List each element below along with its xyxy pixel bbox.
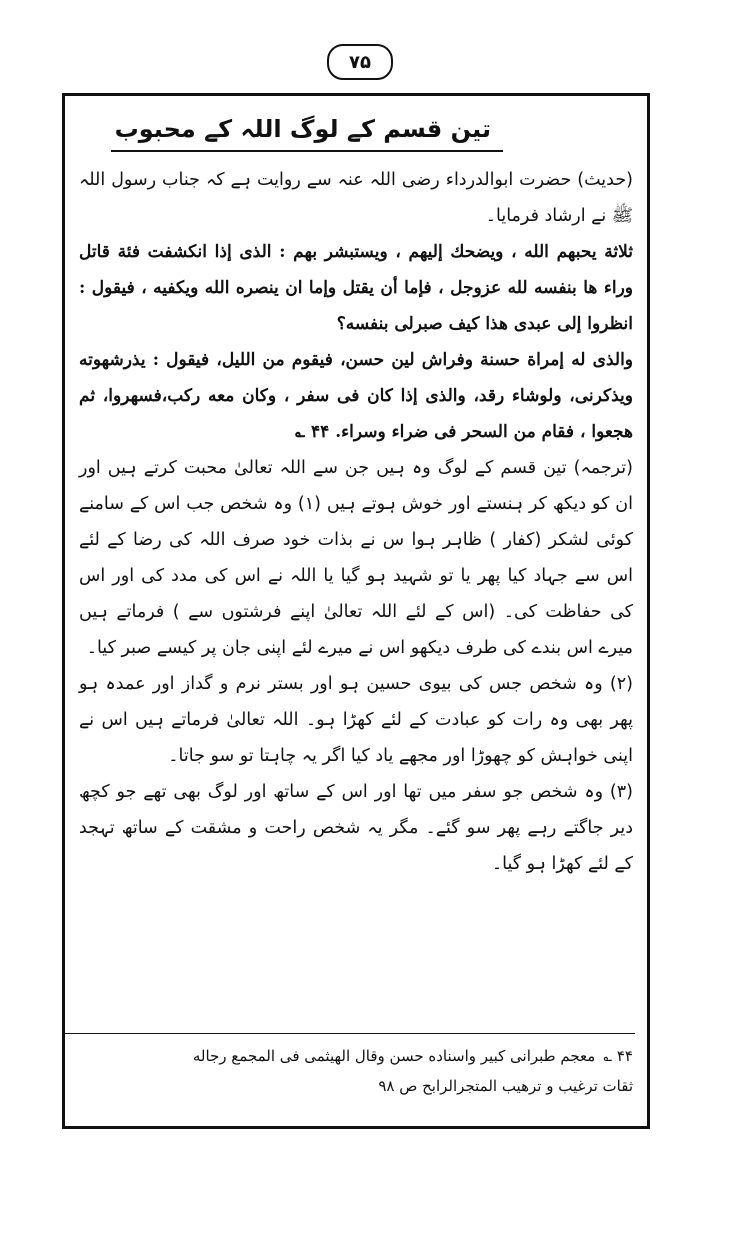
main-text xyxy=(79,114,633,882)
second-person-paragraph: (۲) وہ شخص جس کی بیوی حسین ہو اور بستر نرم و گداز اور عمدہ ہو پھر بھی وہ رات کو عبادت کے لئے کھڑا ہو۔ اللہ تعالیٰ فرماتے ہیں اس نے اپنی خواہش کو چھوڑا اور مجھے یاد کیا اگر یہ چاہتا تو سو جاتا۔ xyxy=(79,674,633,766)
footnote-divider xyxy=(65,1033,635,1034)
page-frame xyxy=(62,93,650,1129)
arabic-text-1: ثلاثة يحبهم الله ، ويضحك إليهم ، ويستبشر بهم : الذى إذا انكشفت فئة قاتل وراء ها بنفسه لله عزوجل ، فإما أن يقتل وإما ان ينصره الله ويكفيه ، فيقول : انظروا إلى عبدى هذا كيف صبرلى بنفسه؟ xyxy=(79,242,633,334)
third-person-paragraph: (۳) وہ شخص جو سفر میں تھا اور اس کے ساتھ اور لوگ بھی تھے جو کچھ دیر جاگتے رہے پھر سو گئے۔ مگر یہ شخص راحت و مشقت کے ساتھ تہجد کے لئے کھڑا ہو گیا۔ xyxy=(79,782,633,874)
footnote-line-2: ثقات ترغیب و ترهیب المتجرالرابح ص ۹۸ xyxy=(378,1077,633,1095)
page-number: ۷۵ xyxy=(327,44,393,80)
footnote-marker: ۴۴ ؎ xyxy=(603,1047,633,1065)
translation-paragraph: (ترجمہ) تین قسم کے لوگ وہ ہیں جن سے اللہ تعالیٰ محبت کرتے ہیں اور ان کو دیکھ کر ہنستے اور خوش ہوتے ہیں (۱) وہ شخص جب اس کے سامنے کوئی لشکر (کفار ) ظاہر ہوا س نے بذات خود صرف اللہ کی رضا کے لئے اس سے جہاد کیا پھر یا تو شہید ہو گیا یا اللہ نے اس کی مدد کی اور اس کی حفاظت کی۔ (اس کے لئے اللہ تعالیٰ اپنے فرشتوں سے ) فرماتے ہیں میرے اس بندے کی طرف دیکھو اس نے میرے لئے اپنی جان پر کیسے صبر کیا۔ xyxy=(79,458,633,658)
arabic-text-2: والذى له إمراة حسنة وفراش لين حسن، فيقوم من الليل، فيقول : يذرشهوته ويذكرنى، ولوشاء رقد، والذى إذا كان فى سفر ، وكان معه ركب،فسهروا، ثم هجعوا ، فقام من السحر فى ضراء وسراء. ۴۴ ؎ xyxy=(79,350,633,442)
footnote-line-1: معجم طبرانی کبیر واسناده حسن وقال الهیثمی فی المجمع رجاله xyxy=(192,1047,596,1065)
section-heading: تین قسم کے لوگ اللہ کے محبوب xyxy=(111,114,503,152)
hadith-intro: (حدیث) حضرت ابوالدرداء رضی اللہ عنہ سے روایت ہے کہ جناب رسول اللہ ﷺ نے ارشاد فرمایا۔ xyxy=(79,170,633,226)
footnote xyxy=(79,1041,633,1101)
